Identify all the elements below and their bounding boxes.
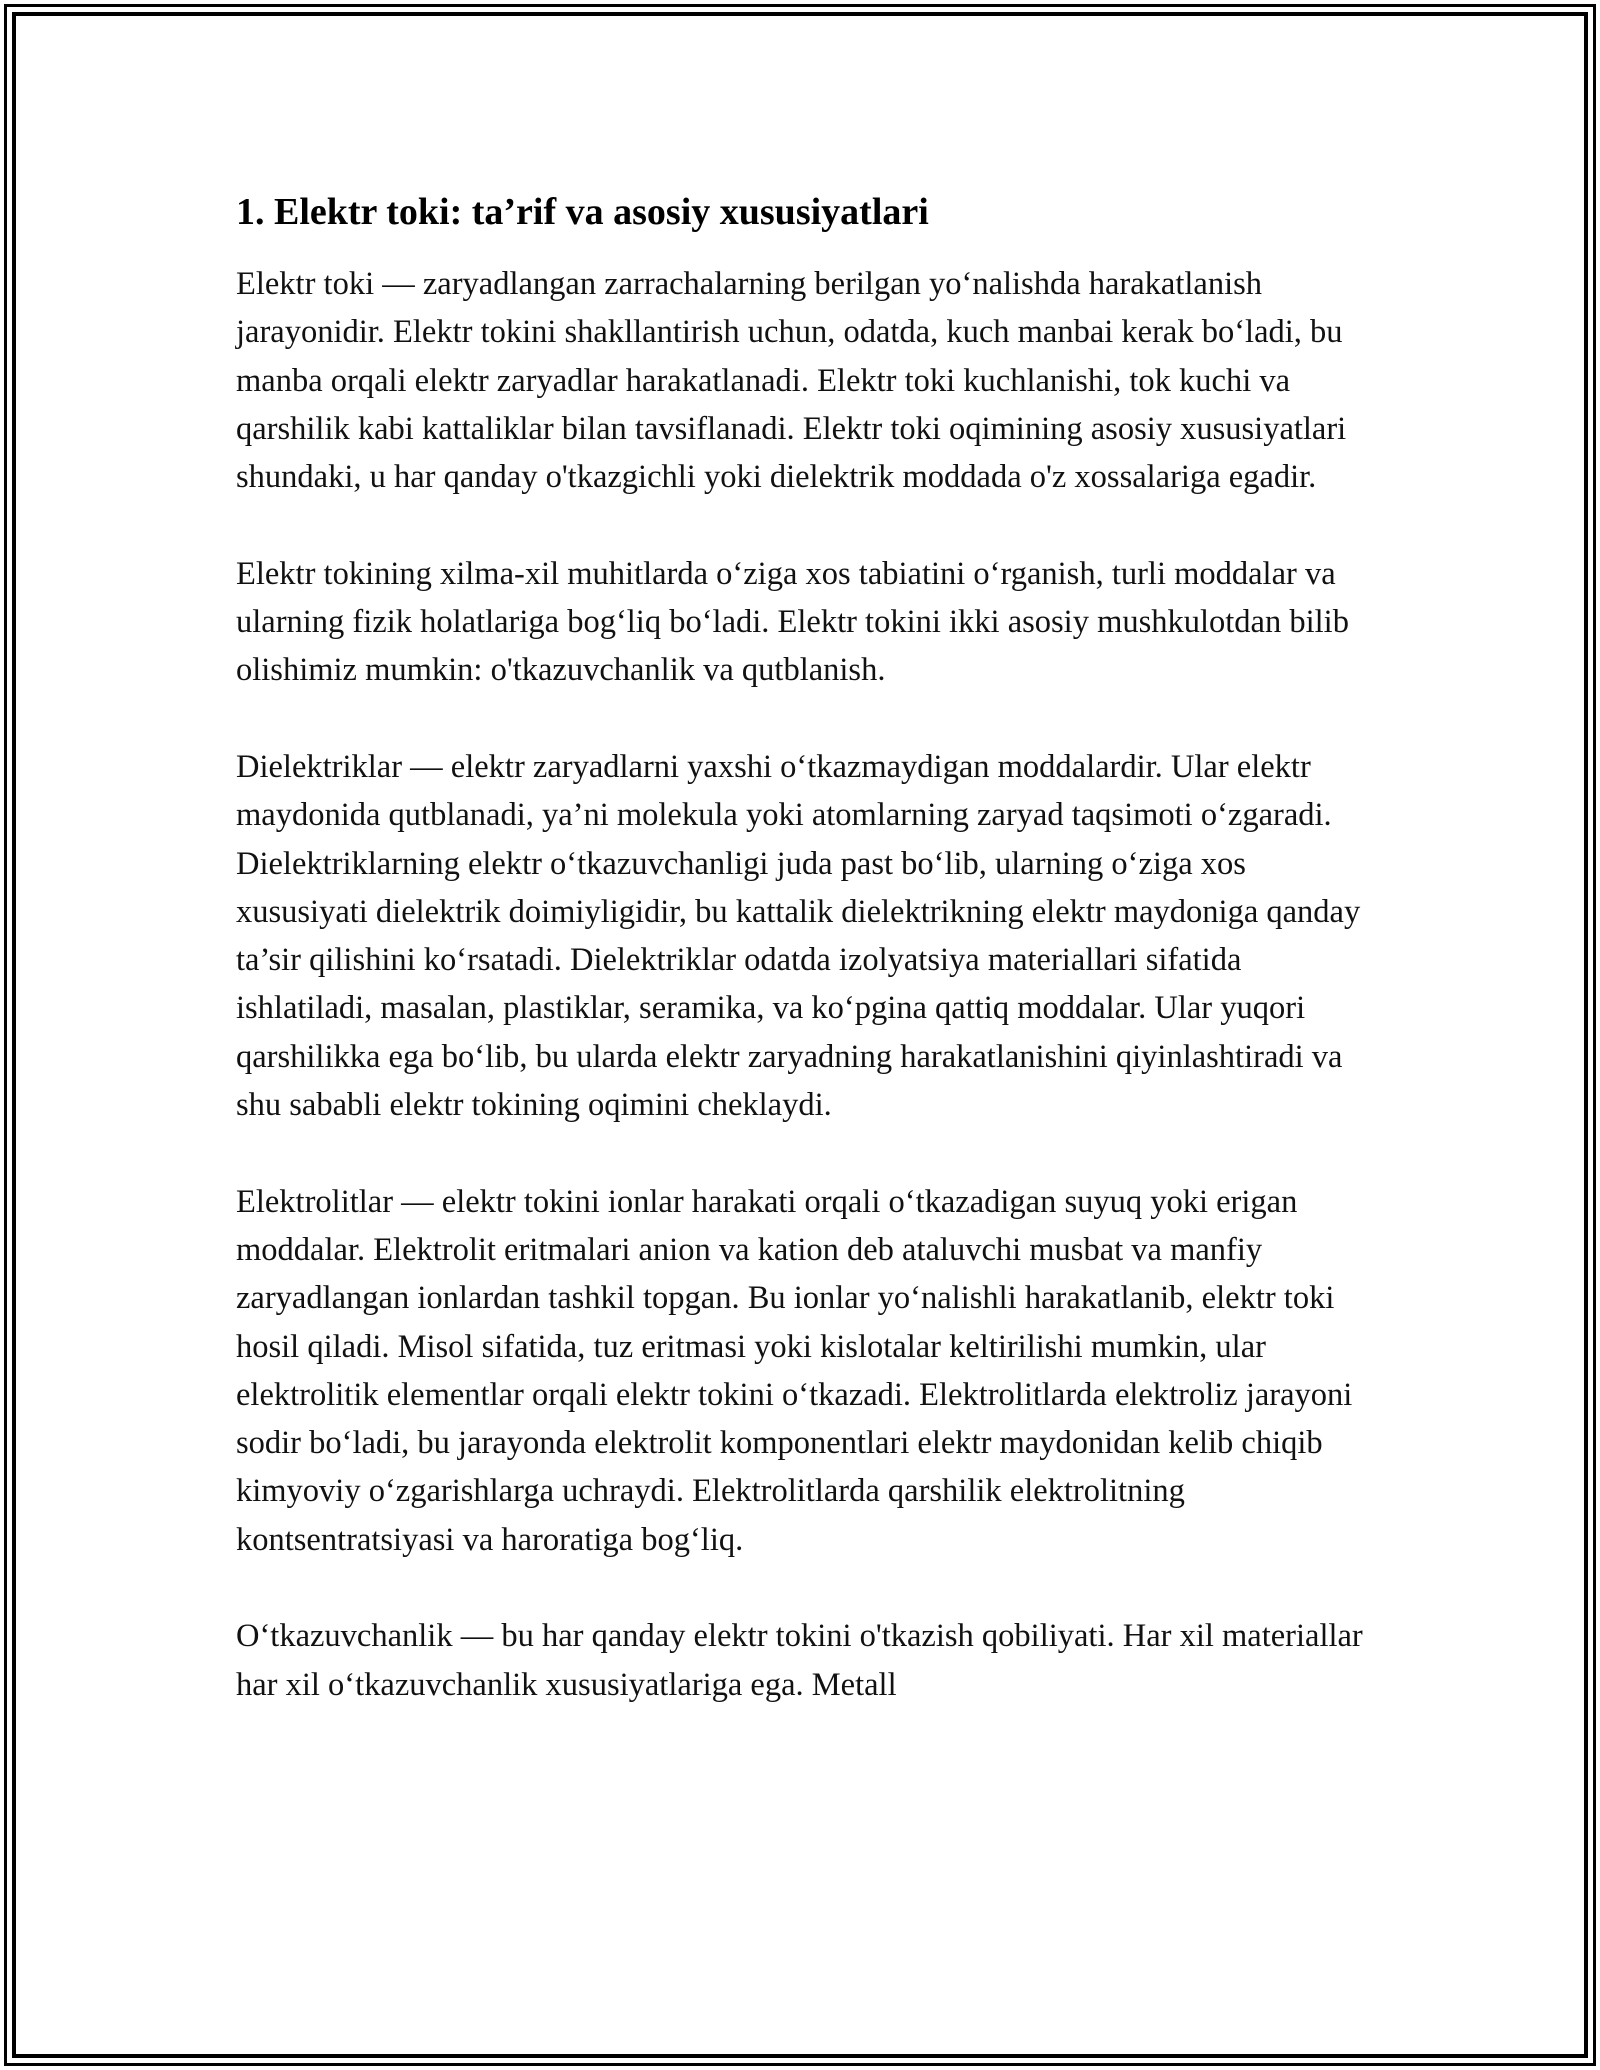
paragraph-conductivity: O‘tkazuvchanlik — bu har qanday elektr tokini o'tkazish qobiliyati. Har xil materiallar har xil o‘tkazuvchanlik xususiyatlariga ega. Metall bbox=[236, 1618, 1363, 1703]
paragraph-dielectrics: Dielektriklar — elektr zaryadlarni yaxshi o‘tkazmaydigan moddalardir. Ular elektr maydonida qutblanadi, ya’ni molekula yoki atomlarning zaryad taqsimoti o‘zgaradi. Dielektriklarning elektr o‘tkazuvchanligi juda past bo‘lib, ularning o‘ziga xos xususiyati dielektrik doimiyligidir, bu kattalik dielektrikning elektr maydoniga qanday ta’sir qilishini ko‘rsatadi. Dielektriklar odatda izolyatsiya materiallari sifatida ishlatiladi, masalan, plastiklar, seramika, va ko‘pgina qattiq moddalar. Ular yuqori qarshilikka ega bo‘lib, bu ularda elektr zaryadning harakatlanishini qiyinlashtiradi va shu sababli elektr tokining oqimini cheklaydi. bbox=[236, 748, 1361, 1124]
document-body bbox=[236, 188, 1366, 1709]
paragraph-electric-current: Elektr toki — zaryadlangan zarrachalarning berilgan yo‘nalishda harakatlanish jarayonidir. Elektr tokini shakllantirish uchun, odatda, kuch manbai kerak bo‘ladi, bu manba orqali elektr zaryadlar harakatlanadi. Elektr toki kuchlanishi, tok kuchi va qarshilik kabi kattaliklar bilan tavsiflanadi. Elektr toki oqimining asosiy xususiyatlari shundaki, u har qanday o'tkazgichli yoki dielektrik moddada o'z xossalariga egadir. bbox=[236, 266, 1347, 496]
paragraph-media: Elektr tokining xilma-xil muhitlarda o‘ziga xos tabiatini o‘rganish, turli moddalar va ularning fizik holatlariga bog‘liq bo‘ladi. Elektr tokini ikki asosiy mushkulotdan bilib olishimiz mumkin: o'tkazuvchanlik va qutblanish. bbox=[236, 555, 1349, 689]
section-heading: 1. Elektr toki: ta’rif va asosiy xususiyatlari bbox=[236, 191, 929, 233]
paragraph-electrolytes: Elektrolitlar — elektr tokini ionlar harakati orqali o‘tkazadigan suyuq yoki erigan moddalar. Elektrolit eritmalari anion va kation deb ataluvchi musbat va manfiy zaryadlangan ionlardan tashkil topgan. Bu ionlar yo‘nalishli harakatlanib, elektr toki hosil qiladi. Misol sifatida, tuz eritmasi yoki kislotalar keltirilishi mumkin, ular elektrolitik elementlar orqali elektr tokini o‘tkazadi. Elektrolitlarda elektroliz jarayoni sodir bo‘ladi, bu jarayonda elektrolit komponentlari elektr maydonidan kelib chiqib kimyoviy o‘zgarishlarga uchraydi. Elektrolitlarda qarshilik elektrolitning kontsentratsiyasi va haroratiga bog‘liq. bbox=[236, 1183, 1353, 1558]
